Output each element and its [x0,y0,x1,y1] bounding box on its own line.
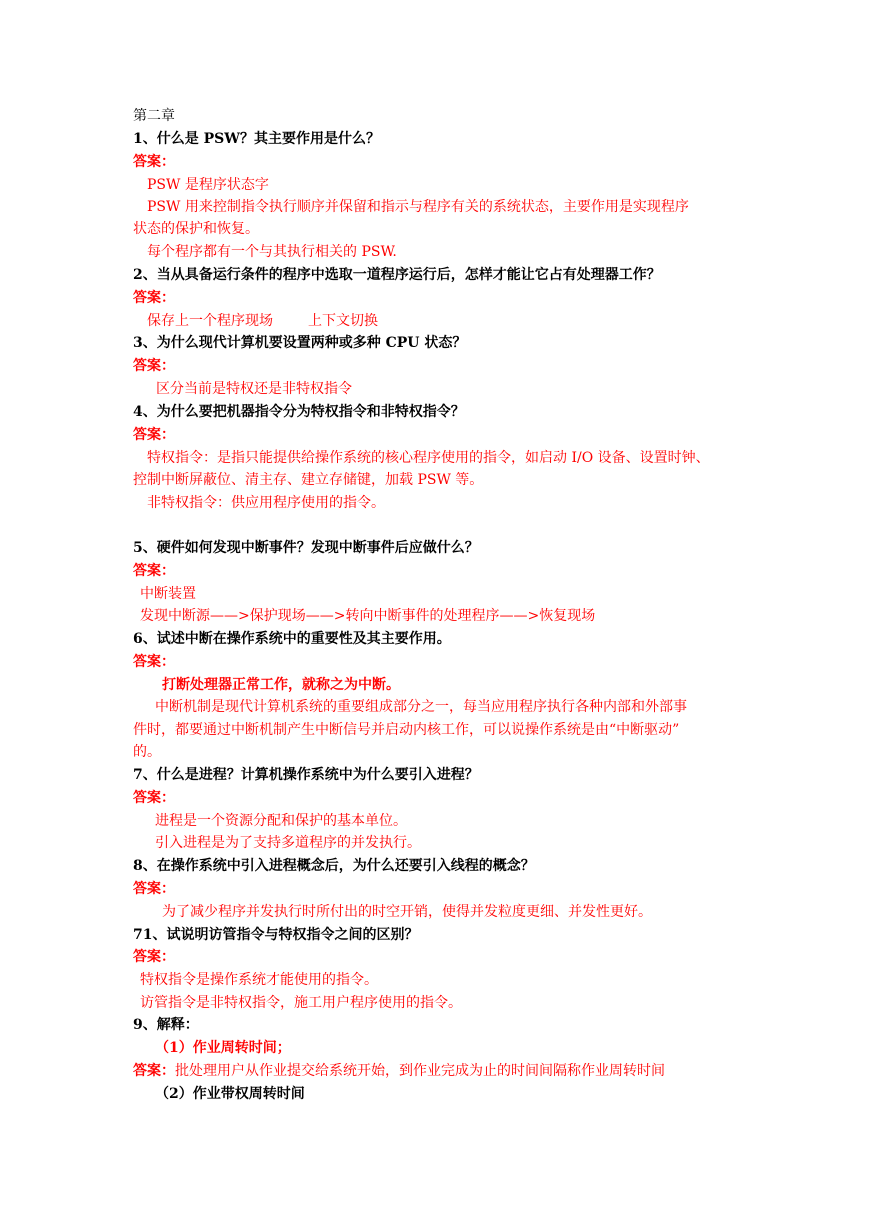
answer-71-line-2: 访管指令是非特权指令，施工用户程序使用的指令。 [140,995,462,1011]
answer-9-row [133,1061,665,1081]
answer-1-line-2: PSW 用来控制指令执行顺序并保留和指示与程序有关的系统状态，主要作用是实现程序 [147,199,689,215]
chapter-heading: 第二章 [133,108,175,124]
question-6: 6、试述中断在操作系统中的重要性及其主要作用。 [133,631,451,647]
answer-6-line-2: 中断机制是现代计算机系统的重要组成部分之一，每当应用程序执行各种内部和外部事 [155,699,687,715]
answer-6-line-1: 打断处理器正常工作，就称之为中断。 [162,677,400,693]
answer-71-line-1: 特权指令是操作系统才能使用的指令。 [140,972,378,988]
answer-7-line-2: 引入进程是为了支持多道程序的并发执行。 [155,835,421,851]
answer-label: 答案： [133,790,175,806]
answer-6-line-3: 件时，都要通过中断机制产生中断信号并启动内核工作，可以说操作系统是由“中断驱动” [133,722,680,738]
answer-label: 答案： [133,290,175,306]
question-7: 7、什么是进程？计算机操作系统中为什么要引入进程？ [133,767,479,783]
question-9-sub-2: （2）作业带权周转时间 [155,1086,305,1102]
answer-4-line-1: 特权指令：是指只能提供给操作系统的核心程序使用的指令，如启动 I/O 设备、设置时钟、 [147,450,710,466]
answer-label: 答案： [133,949,175,965]
answer-3-line-1: 区分当前是特权还是非特权指令 [156,381,352,397]
question-8: 8、在操作系统中引入进程概念后，为什么还要引入线程的概念？ [133,858,535,874]
answer-8-line-1: 为了减少程序并发执行时所付出的时空开销，使得并发粒度更细、并发性更好。 [162,904,652,920]
answer-4-line-2: 控制中断屏蔽位、清主存、建立存储键，加载 PSW 等。 [133,472,484,488]
answer-label: 答案： [133,881,175,897]
question-1: 1、什么是 PSW？其主要作用是什么？ [133,131,380,147]
answer-5-line-2: 发现中断源——>保护现场——>转向中断事件的处理程序——>恢复现场 [140,608,596,624]
answer-5-line-1: 中断装置 [140,586,196,602]
answer-1-line-3: 状态的保护和恢复。 [133,221,259,237]
question-71: 71、试说明访管指令与特权指令之间的区别？ [133,927,419,943]
answer-2-part-1: 保存上一个程序现场 [147,313,273,329]
question-5: 5、硬件如何发现中断事件？发现中断事件后应做什么？ [133,540,479,556]
question-9: 9、解释： [133,1017,199,1033]
answer-label: 答案： [133,427,175,443]
answer-label: 答案： [133,154,175,170]
question-2: 2、当从具备运行条件的程序中选取一道程序运行后，怎样才能让它占有处理器工作？ [133,267,661,283]
question-3: 3、为什么现代计算机要设置两种或多种 CPU 状态？ [133,335,467,351]
question-9-sub-1: （1）作业周转时间； [155,1040,291,1056]
answer-label: 答案： [133,654,175,670]
answer-1-line-1: PSW 是程序状态字 [147,177,269,193]
answer-2-part-2: 上下文切换 [308,313,378,329]
answer-7-line-1: 进程是一个资源分配和保护的基本单位。 [155,813,407,829]
answer-1-line-4: 每个程序都有一个与其执行相关的 PSW. [147,244,397,260]
answer-label: 答案： [133,563,175,579]
answer-4-line-3: 非特权指令：供应用程序使用的指令。 [147,495,385,511]
answer-6-line-4: 的。 [133,744,161,760]
answer-label: 答案： [133,1063,175,1079]
answer-9-line-1: 批处理用户从作业提交给系统开始，到作业完成为止的时间间隔称作业周转时间 [175,1063,665,1079]
answer-label: 答案： [133,358,175,374]
question-4: 4、为什么要把机器指令分为特权指令和非特权指令？ [133,404,465,420]
